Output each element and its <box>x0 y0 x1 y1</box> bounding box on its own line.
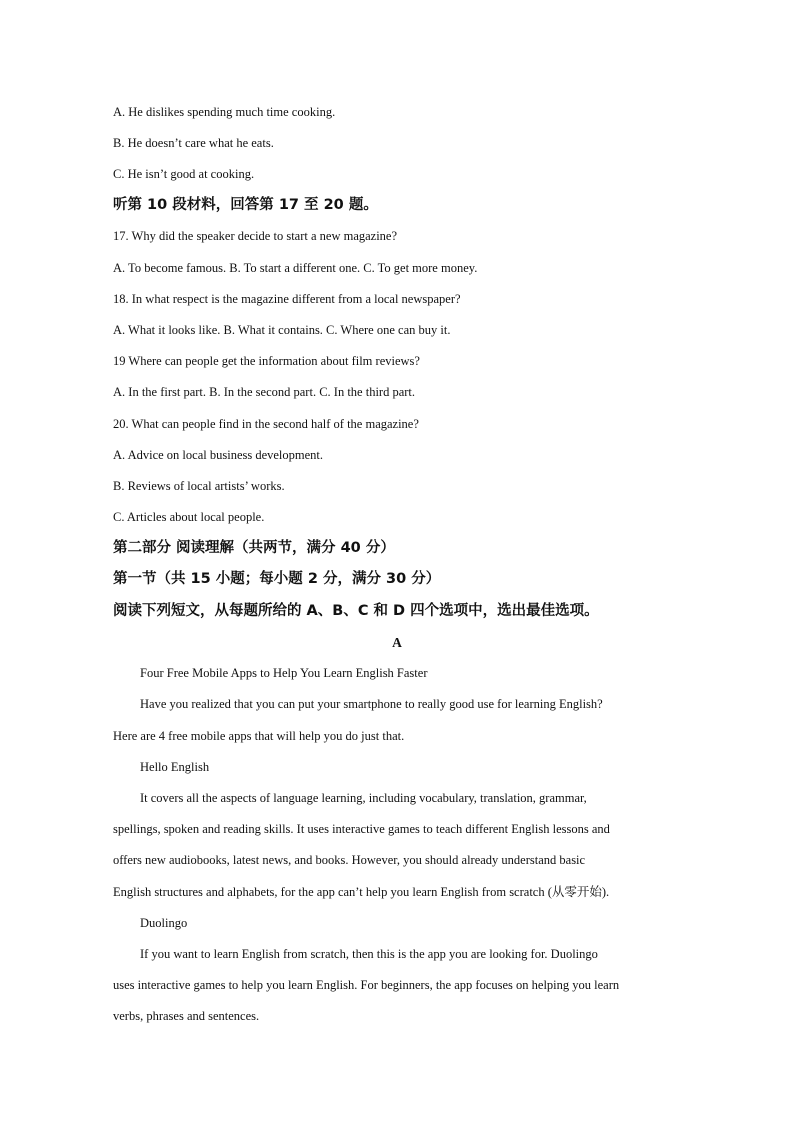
question-20: 20. What can people find in the second half of the magazine? <box>113 417 419 431</box>
option-16c: C. He isn’t good at cooking. <box>113 167 255 181</box>
option-20b: B. Reviews of local artists’ works. <box>113 479 285 493</box>
paragraph-line: uses interactive games to help you learn English. For beginners, the app focuses on helping you learn <box>113 978 620 992</box>
passage-label: A <box>392 635 402 650</box>
app-name-duolingo: Duolingo <box>140 916 188 930</box>
paragraph-line: English structures and alphabets, for the app can’t help you learn English from scratch (从零开始). <box>113 885 610 899</box>
question-17: 17. Why did the speaker decide to start a new magazine? <box>113 229 398 243</box>
option-16b: B. He doesn’t care what he eats. <box>113 136 274 150</box>
instructions: 阅读下列短文，从每题所给的 A、B、C 和 D 四个选项中，选出最佳选项。 <box>113 603 599 619</box>
option-20c: C. Articles about local people. <box>113 510 265 524</box>
section-heading-material-10: 听第 10 段材料，回答第 17 至 20 题。 <box>113 197 378 213</box>
option-20a: A. Advice on local business development. <box>113 448 324 462</box>
paragraph-line: Here are 4 free mobile apps that will help you do just that. <box>113 729 405 743</box>
part-two-heading: 第二部分 阅读理解（共两节，满分 40 分） <box>113 540 395 556</box>
paragraph-line: If you want to learn English from scratch, then this is the app you are looking for. Duolingo <box>140 947 598 961</box>
question-18: 18. In what respect is the magazine different from a local newspaper? <box>113 292 461 306</box>
options-18: A. What it looks like. B. What it contains. C. Where one can buy it. <box>113 323 451 337</box>
options-19: A. In the first part. B. In the second part. C. In the third part. <box>113 385 416 399</box>
paragraph-line: It covers all the aspects of language learning, including vocabulary, translation, grammar, <box>140 791 587 805</box>
app-name-hello-english: Hello English <box>140 760 210 774</box>
section-one-heading: 第一节（共 15 小题；每小题 2 分，满分 30 分） <box>113 571 441 587</box>
question-19: 19 Where can people get the information about film reviews? <box>113 354 420 368</box>
paragraph-line: Have you realized that you can put your smartphone to really good use for learning English? <box>140 697 603 711</box>
options-17: A. To become famous. B. To start a different one. C. To get more money. <box>113 261 478 275</box>
option-16a: A. He dislikes spending much time cooking. <box>113 105 336 119</box>
paragraph-line: verbs, phrases and sentences. <box>113 1009 260 1023</box>
passage-title: Four Free Mobile Apps to Help You Learn English Faster <box>140 666 428 680</box>
paragraph-line: spellings, spoken and reading skills. It uses interactive games to teach different English lessons and <box>113 822 610 836</box>
paragraph-line: offers new audiobooks, latest news, and books. However, you should already understand basic <box>113 853 586 867</box>
